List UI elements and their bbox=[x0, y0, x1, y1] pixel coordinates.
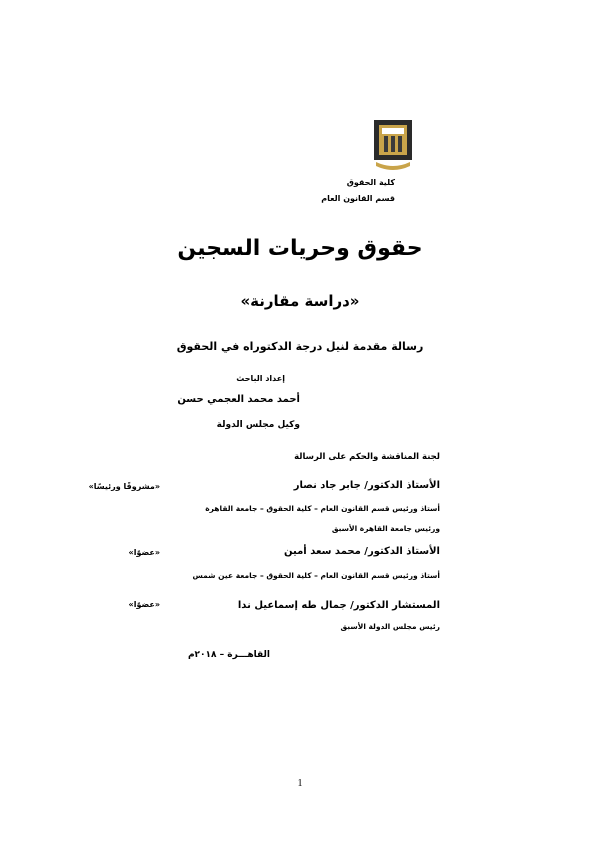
committee-member-position: أستاذ ورئيس قسم القانون العام – كلية الحقوق – جامعة القاهرة bbox=[205, 504, 440, 513]
researcher-name: أحمد محمد العجمي حسن bbox=[177, 394, 300, 405]
thesis-subtitle: «دراسة مقارنة» bbox=[240, 292, 360, 310]
committee-member-name: الأستاذ الدكتور/ محمد سعد أمين bbox=[284, 546, 440, 557]
committee-member-role: «مشروفًا ورئيسًا» bbox=[88, 482, 160, 491]
committee-member-position: رئيس مجلس الدولة الأسبق bbox=[340, 622, 440, 631]
committee-member-name: الأستاذ الدكتور/ جابر جاد نصار bbox=[293, 480, 440, 491]
researcher-title: وكيل مجلس الدولة bbox=[216, 420, 300, 430]
page-number: 1 bbox=[297, 778, 303, 789]
committee-member-position: أستاذ ورئيس قسم القانون العام – كلية الحقوق – جامعة عين شمس bbox=[192, 571, 440, 580]
university-logo-icon bbox=[370, 118, 416, 174]
prepared-by-label: إعداد الباحث bbox=[236, 374, 285, 383]
committee-member-role: «عضوًا» bbox=[128, 548, 160, 557]
degree-statement: رسالة مقدمة لنيل درجة الدكتوراه في الحقوق bbox=[176, 340, 424, 353]
place-date: القاهـــرة – ٢٠١٨م bbox=[187, 650, 270, 660]
thesis-title: حقوق وحريات السجين bbox=[177, 236, 423, 261]
committee-member-position: ورئيس جامعة القاهرة الأسبق bbox=[331, 524, 440, 533]
committee-member-role: «عضوًا» bbox=[128, 600, 160, 609]
committee-heading: لجنة المناقشة والحكم على الرسالة bbox=[294, 452, 440, 462]
faculty-name: كلية الحقوق bbox=[346, 178, 395, 187]
committee-member-name: المستشار الدكتور/ جمال طه إسماعيل ندا bbox=[237, 600, 440, 611]
department-name: قسم القانون العام bbox=[321, 194, 395, 203]
